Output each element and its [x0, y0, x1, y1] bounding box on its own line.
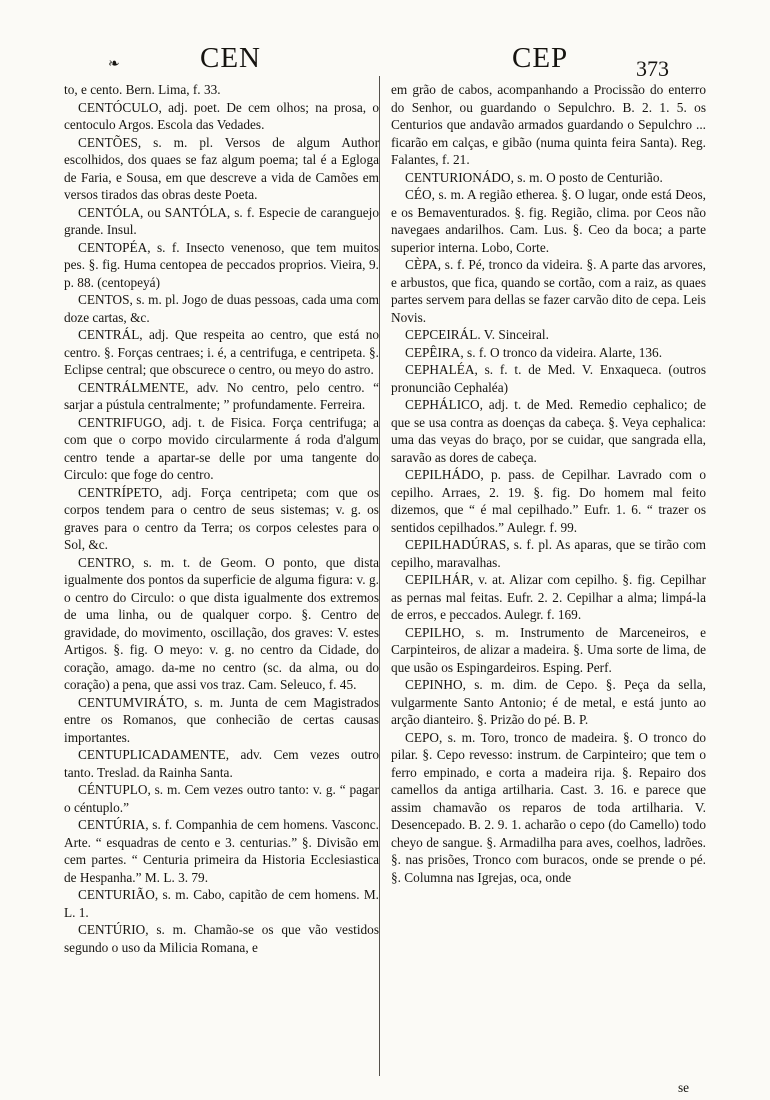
- entry: CENTÕES, s. m. pl. Versos de algum Author escolhidos, dos quaes se faz algum poema; tal é a Egloga de Faria, e Sousa, em que descreve a vida de Camões em versos tirados das obras deste Poeta.: [64, 134, 379, 202]
- entry: CEPCEIRÁL. V. Sinceiral.: [405, 327, 549, 342]
- page-number: 373: [636, 56, 669, 81]
- entry: CEPÊIRA, s. f. O tronco da videira. Alarte, 136.: [405, 344, 663, 360]
- entry: CEPILHÁR, v. at. Alizar com cepilho. §. fig. Cepilhar as pernas mal feitas. Eufr. 2. 2. Cepilhar a alma; limpá-la de erros, e peccados. Aulegr. f. 169.: [391, 572, 706, 622]
- entry: CENTOS, s. m. pl. Jogo de duas pessoas, cada uma com doze cartas, &c.: [64, 292, 379, 325]
- entry: em grão de cabos, acompanhando a Procissão do enterro do Senhor, ou guardando o Sepulchro. B. 2. 1. 5. os Centurios que andavão armados guardando o Sepulchro ... ficarão em calças, e gibão (numa quinta feira Santa). Reg. Falantes, f. 21.: [391, 82, 706, 167]
- entry: to, e cento. Bern. Lima, f. 33.: [64, 82, 221, 97]
- entry: CENTÓLA, ou SANTÓLA, s. f. Especie de caranguejo grande. Insul.: [64, 204, 379, 237]
- left-column: [64, 81, 379, 956]
- entry: CENTURIONÁDO, s. m. O posto de Centurião.: [405, 169, 663, 185]
- entry: CENTOPÉA, s. f. Insecto venenoso, que tem muitos pes. §. fig. Huma centopea de peccados proprios. Vieira, 9. p. 88. (centopeyá): [64, 239, 379, 290]
- entry: CENTURIÃO, s. m. Cabo, capitão de cem homens. M. L. 1.: [64, 887, 379, 920]
- entry: CEPHÁLICO, adj. t. de Med. Remedio cephalico; de que se usa contra as doenças da cabeça. §. Veya cephalica: uma das veyas do braço, por se cuidar, que sangrada ella, saravão as dores de cabeça.: [391, 397, 706, 465]
- entry: CENTRO, s. m. t. de Geom. O ponto, que dista igualmente dos pontos da superficie de alguma figura: v. g. o centro do Circulo: o que dista igualmente dos extremos de uma linha, ou de qualquer corpo. §. Centro de gravidade, do movimento, oscillação, dos graves: V. estes Artigos. §. fig. O meyo: v. g. no centro da Cidade, do coração, amago. da-me no centro (sc. da alma, ou do coração) a pena, que assi vos traz. Cam. Seleuco, f. 45.: [64, 554, 379, 692]
- entry: CEPILHADÚRAS, s. f. pl. As aparas, que se tirão com cepilho, maravalhas.: [391, 537, 706, 570]
- entry: CEPILHÁDO, p. pass. de Cepilhar. Lavrado com o cepilho. Arraes, 2. 19. §. fig. Do homem mal feito dizemos, que “ é mal cepilhado.” Eufr. 1. 6. “ trazer os sentidos cepilhados.” Aulegr. f. 99.: [391, 467, 706, 535]
- entry: CÉO, s. m. A região etherea. §. O lugar, onde está Deos, e os Bemaventurados. §. fig. Região, clima. por Ceos não navegaes andarilhos. Cam. Lus. §. Ceo da boca; a parte superior interna. Lobo, Corte.: [391, 187, 706, 255]
- entry: CENTÚRIO, s. m. Chamão-se os que vão vestidos segundo o uso da Milicia Romana, e: [64, 922, 379, 955]
- entry: CENTÓCULO, adj. poet. De cem olhos; na prosa, o centoculo Argos. Escola das Vedades.: [64, 99, 379, 132]
- right-column: [391, 81, 706, 886]
- column-divider: [379, 76, 380, 1076]
- entry: CENTRÁL, adj. Que respeita ao centro, que está no centro. §. Forças centraes; i. é, a centrifuga, e centripeta. §. Eclipse central; que obscurece o centro, ou meyo do astro.: [64, 327, 379, 377]
- entry: CEPINHO, s. m. dim. de Cepo. §. Peça da sella, vulgarmente Santo Antonio; é de metal, e está junto ao arção dianteiro. §. Prizão do pé. B. P.: [391, 677, 706, 727]
- entry: CENTRÍPETO, adj. Força centripeta; com que os corpos tendem para o centro de seus sistemas; v. g. os graves para o centro da Terra; os corpos celestes para o Sol, &c.: [64, 484, 379, 552]
- entry: CENTUPLICADAMENTE, adv. Cem vezes outro tanto. Treslad. da Rainha Santa.: [64, 747, 379, 780]
- fleuron-mark: ❧: [108, 57, 120, 72]
- entry: CENTUMVIRÁTO, s. m. Junta de cem Magistrados entre os Romanos, que conhecião de certas causas importantes.: [64, 694, 379, 745]
- entry: CEPHALÉA, s. f. t. de Med. V. Enxaqueca. (outros pronuncião Cephaléa): [391, 362, 706, 395]
- catchword: se: [678, 1080, 690, 1095]
- entry: CÉNTUPLO, s. m. Cem vezes outro tanto: v. g. “ pagar o céntuplo.”: [64, 782, 379, 815]
- running-head-left: CEN: [200, 42, 261, 74]
- entry: CENTRIFUGO, adj. t. de Fisica. Força centrifuga; a com que o corpo movido circularmente á roda d'algum centro tende a apartar-se delle por uma tangente do Circulo: que foge do centro.: [64, 414, 379, 482]
- running-head-right: CEP: [512, 42, 569, 74]
- entry: CENTÚRIA, s. f. Companhia de cem homens. Vasconc. Arte. “ esquadras de cento e 3. centurias.” §. Divisão em cem partes. “ Centuria primeira da Historia Ecclesiastica de Hespanha.” M. L. 3. 79.: [64, 817, 379, 885]
- entry: CEPO, s. m. Toro, tronco de madeira. §. O tronco do pilar. §. Cepo revesso: instrum. de Carpinteiro; que tem o ferro empinado, e corta a madeira rija. §. Repairo dos camellos da antiga artilharia. Cast. 3. 16. e parece que assim chamavão os reparos de toda artilharia. V. Desencepado. B. 2. 9. 1. acharão o cepo (do Camello) todo cheyo de sangue. §. Armadilha para aves, coelhos, ladrões. §. nas prisões, Tronco com buracos, onde se prende o pé. §. Columna nas Igrejas, oca, onde: [391, 729, 706, 885]
- entry: CENTRÁLMENTE, adv. No centro, pelo centro. “ sarjar a pústula centralmente; ” profundamente. Ferreira.: [64, 379, 379, 412]
- entry: CÈPA, s. f. Pé, tronco da videira. §. A parte das arvores, e arbustos, que fica, quando se cortão, com a raiz, as quaes partes servem para dellas se fazer carvão dito de cepa. Leis Novis.: [391, 257, 706, 325]
- entry: CEPILHO, s. m. Instrumento de Marceneiros, e Carpinteiros, de alizar a madeira. §. Uma sorte de lima, de que usão os Espingardeiros. Esping. Perf.: [391, 624, 706, 675]
